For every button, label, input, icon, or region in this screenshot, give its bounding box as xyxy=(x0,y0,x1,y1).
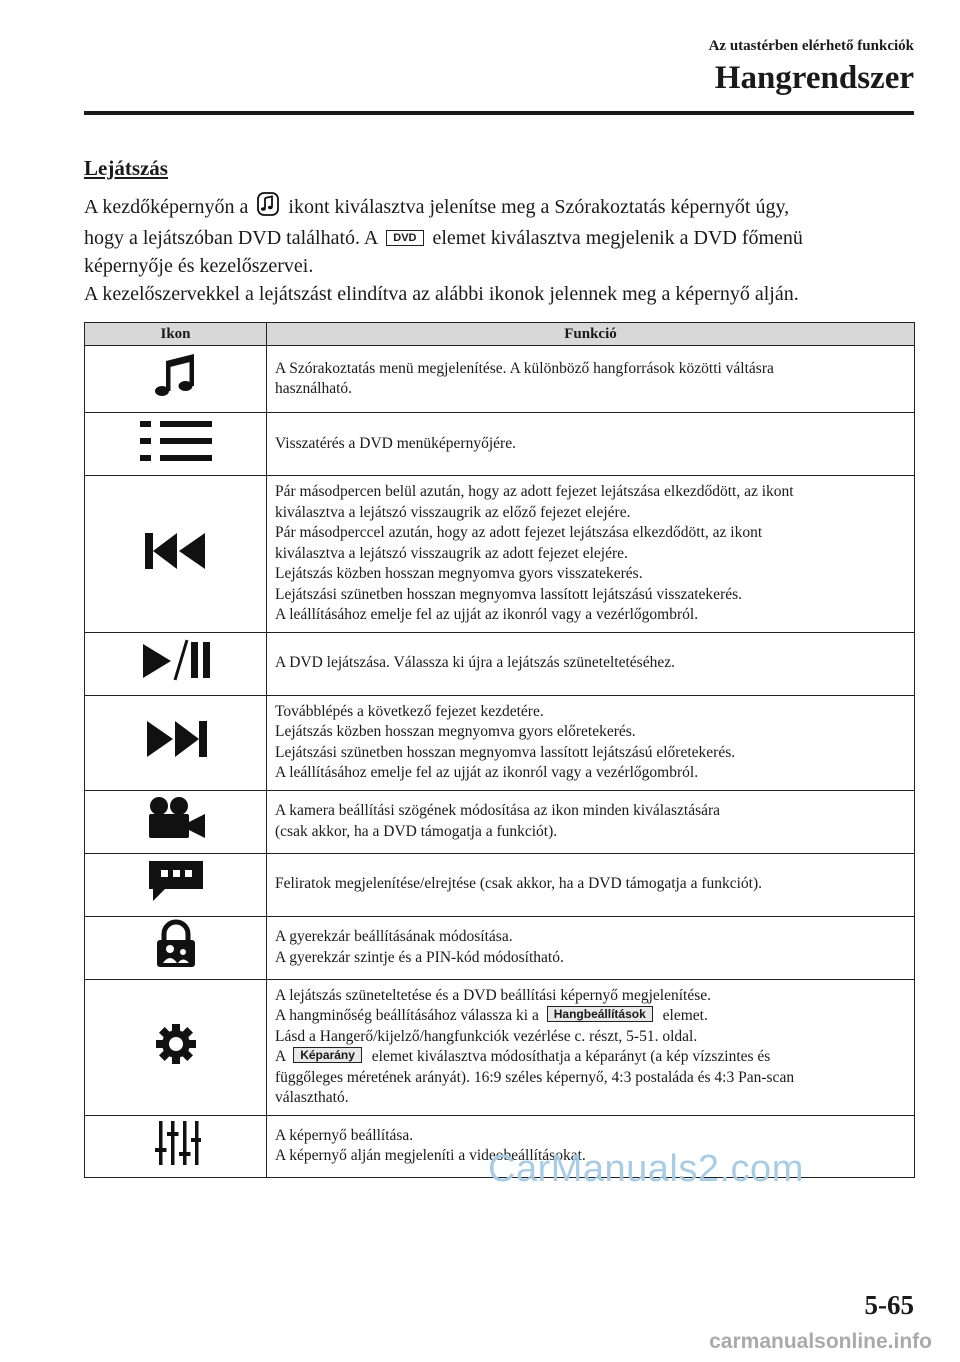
music-note-icon xyxy=(257,192,279,224)
header-title: Hangrendszer xyxy=(714,60,914,96)
gear-icon xyxy=(154,1022,198,1066)
col-header-function: Funkció xyxy=(267,323,915,346)
equalizer-sliders-icon xyxy=(151,1118,201,1168)
sound-settings-chip: Hangbeállítások xyxy=(547,1006,653,1022)
table-row: A lejátszás szüneteltetése és a DVD beállítási képernyő megjelenítése. A hangminőség beállításához válassza ki a Hangbeállítások elemet. Lásd a Hangerő/kijelző/hangfunkciók vezérlése c. részt, 5-51. oldal. A Képarány elemet kiválasztva módosíthatja a képarányt (a kép vízszintes és függőleges méretének arányát). 16:9 széles képernyő, 4:3 postaláda és 4:3 Pan-scan választható. xyxy=(85,979,915,1115)
table-row: Visszatérés a DVD menüképernyőjére. xyxy=(85,413,915,476)
footer-url: carmanualsonline.info xyxy=(709,1330,932,1353)
table-row: Feliratok megjelenítése/elrejtése (csak akkor, ha a DVD támogatja a funkciót). xyxy=(85,853,915,916)
watermark: CarManuals2.com xyxy=(488,1148,804,1190)
section-title: Lejátszás xyxy=(84,156,168,180)
page-number: 5-65 xyxy=(864,1290,914,1320)
camera-angle-icon xyxy=(143,794,209,842)
child-lock-icon xyxy=(151,919,201,969)
skip-next-icon xyxy=(143,717,209,761)
table-row: A képernyő beállítása. A képernyő alján megjeleníti a videobeállításokat. xyxy=(85,1115,915,1177)
subtitle-icon xyxy=(143,857,209,905)
function-table xyxy=(84,322,915,1178)
table-row: A kamera beállítási szögének módosítása az ikon minden kiválasztására (csak akkor, ha a DVD támogatja a funkciót). xyxy=(85,790,915,853)
dvd-chip: DVD xyxy=(386,230,423,246)
music-note-icon xyxy=(146,351,206,401)
intro-paragraph: A kezdőképernyőn a ikont kiválasztva jelenítse meg a Szórakoztatás képernyőt úgy, hogy a lejátszóban DVD található. A DVD elemet kiválasztva megjelenik a DVD főmenü képernyője és kezelőszervei. A kezelőszervekkel a lejátszást elindítva az alábbi ikonok jelennek meg a képernyő alján. xyxy=(84,192,924,308)
list-icon xyxy=(136,416,216,466)
table-row: Pár másodpercen belül azután, hogy az adott fejezet lejátszása elkezdődött, az ikont kiválasztva a lejátszó visszaugrik az előző fejezet elejére. Pár másodperccel azután, hogy az adott fejezet lejátszása elkezdődött, az ikont kiválasztva a lejátszó visszaugrik az adott fejezet elejére. Lejátszás közben hosszan megnyomva gyors visszatekerés. Lejátszási szünetben hosszan megnyomva lassított lejátszású visszatekerés. A leállításához emelje fel az ujját az ikonról vagy a vezérlőgombról. xyxy=(85,476,915,633)
aspect-ratio-chip: Képarány xyxy=(293,1047,362,1063)
table-row: Továbblépés a következő fejezet kezdetére. Lejátszás közben hosszan megnyomva gyors előretekerés. Lejátszási szünetben hosszan megnyomva lassított lejátszású előretekerés. A leállításához emelje fel az ujját az ikonról vagy a vezérlőgombról. xyxy=(85,695,915,790)
play-pause-icon xyxy=(139,636,213,684)
header-rule xyxy=(84,111,914,115)
table-row: A DVD lejátszása. Válassza ki újra a lejátszás szüneteltetéséhez. xyxy=(85,632,915,695)
col-header-icon: Ikon xyxy=(85,323,267,346)
table-row: A Szórakoztatás menü megjelenítése. A különböző hangforrások közötti váltásra használható. xyxy=(85,346,915,413)
header-section: Az utastérben elérhető funkciók xyxy=(708,38,914,54)
table-row: A gyerekzár beállításának módosítása. A gyerekzár szintje és a PIN-kód módosítható. xyxy=(85,916,915,979)
skip-previous-icon xyxy=(143,529,209,573)
